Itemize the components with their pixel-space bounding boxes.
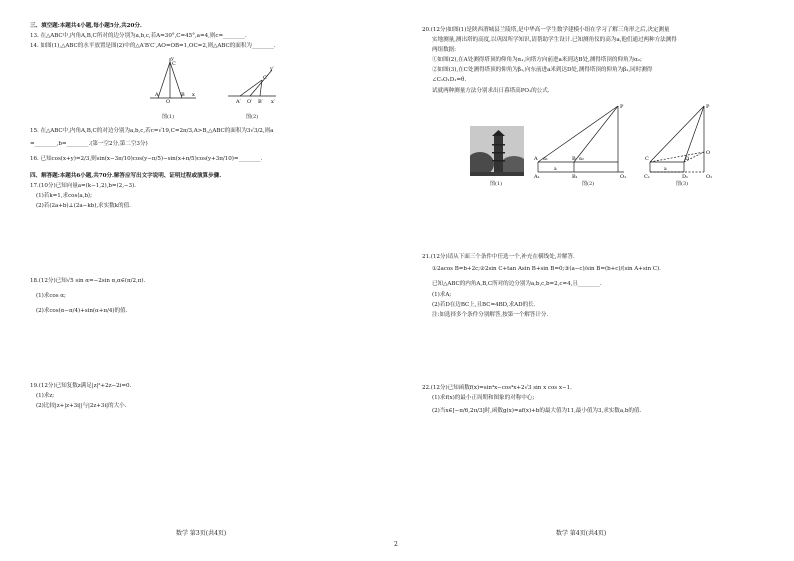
fig2-label-c: C′ xyxy=(263,75,268,81)
page-number: 2 xyxy=(394,541,398,548)
question-20-method2b: ∠C₁O₁D₁=θ. xyxy=(432,77,467,83)
fig1-label-y: y xyxy=(171,56,174,62)
left-footer: 数学 第3页(共4页) xyxy=(176,530,227,537)
fig3r-label-o: O xyxy=(706,150,711,156)
fig2-caption: 图(2) xyxy=(246,114,259,120)
section3-heading: 三、填空题:本题共4小题,每小题5分,共20分. xyxy=(30,23,142,29)
fig3r-label-a: a xyxy=(664,167,667,172)
question-15-line1: 15. 在△ABC中,内角A,B,C的对边分别为a,b,c,若c=√19,C=2π/3,A>B,△ABC的面积为3√3/2,则a xyxy=(30,128,274,134)
pagoda-image xyxy=(470,126,524,176)
fig3r-label-d: D xyxy=(685,156,690,162)
fig2r-label-alpha1: α₁ xyxy=(543,157,548,162)
question-20-method1: ①如图(2),在A处测得塔顶的仰角为α₁,向塔方向前进a米到达B处,测得塔顶的仰角为α₂; xyxy=(432,57,642,63)
fig1-label-c: C xyxy=(172,61,176,67)
question-20-method2a: ②如图(3),在C处测得塔顶的仰角为β₁,向东前进a米到达D处,测得塔顶的仰角为β₂,同时测得 xyxy=(432,67,653,73)
fig2r-label-p: P xyxy=(620,104,624,110)
fig3r-label-c: C xyxy=(645,156,649,162)
question-21-part2: (2)若D在边BC上,且BC=4BD,求AD的长. xyxy=(432,302,536,308)
fig2-label-o: O′ xyxy=(247,99,253,105)
figure-2 xyxy=(226,66,278,106)
fig3r-label-o1: O₁ xyxy=(706,174,713,178)
question-20-line2: 实地测量,测出塔的高度,以巩固所学知识,请帮助学生设计.已知测角仪的高为a,他们通过两种方法测得 xyxy=(432,37,677,43)
question-13: 13. 在△ABC中,内角A,B,C所对的边分别为a,b,c,若A=30°,C=45°,a=4,则c=________. xyxy=(30,33,247,39)
question-17-head: 17.(10分)已知向量a=(k−1,2),b=(2,−3). xyxy=(30,183,136,189)
figure-measure-3 xyxy=(644,102,724,178)
fig2-label-y: y′ xyxy=(270,66,274,72)
question-22-part2: (2)当x∈[−π/6,2π/3]时,函数g(x)=af(x)+b的最大值为11,最小值为3,求实数a,b的值. xyxy=(432,408,642,414)
fig3r-label-p: P xyxy=(706,104,710,110)
fig2r-label-b: B xyxy=(572,156,576,162)
fig3r-label-c1: C₁ xyxy=(644,174,650,178)
fig2r-label-a: A xyxy=(534,156,538,162)
fig2r-label-a: a xyxy=(554,167,557,172)
fig3-2-caption: 图(2) xyxy=(582,181,595,187)
fig2r-label-a1: A₁ xyxy=(534,174,540,178)
question-20-line1: 20.(12分)如图(1)是陕西渭城县兰陵塔,是中华高一学生数学建模小组在学习了解三角形之后,决定测量 xyxy=(422,27,670,33)
question-21-part1: (1)求A; xyxy=(432,292,452,298)
fig2r-label-b1: B₁ xyxy=(572,174,578,178)
question-21-given: 已知△ABC的内角A,B,C所对的边分别为a,b,c,b=2,c=4,且________. xyxy=(432,281,602,287)
question-19-part1: (1)求z; xyxy=(36,393,55,399)
question-22-part1: (1)求f(x)的最小正周期和图象的对称中心; xyxy=(432,395,535,401)
question-22-head: 22.(12分)已知函数f(x)=sin⁴x−cos⁴x+2√3 sin x cos x−1. xyxy=(422,385,572,391)
question-19-part2: (2)比较|z+|z+3i||与|2z+3i|的大小. xyxy=(36,403,127,409)
question-15-line2: =________,b=________.(第一空2分,第二空3分) xyxy=(30,141,148,147)
question-17-part1: (1)若k=1,求cos⟨a,b⟩; xyxy=(36,193,92,199)
question-17-part2: (2)若(2a+b)⊥(2a−kb),求实数k的值. xyxy=(36,203,131,209)
fig2-label-x: x′ xyxy=(271,99,275,105)
fig3-3-caption: 图(3) xyxy=(676,181,689,187)
question-19-head: 19.(12分)已知复数z满足|z|²+2z−2i=0. xyxy=(30,383,132,389)
fig1-label-a: A xyxy=(155,92,159,98)
fig2r-label-o1: O₁ xyxy=(620,174,627,178)
question-16: 16. 已知cos(x+y)=2/3,则sin(x−3π/10)cos(y−π/5)−sin(x+π/5)cos(y+3π/10)=________. xyxy=(30,156,263,162)
question-21-note: 注:如选择多个条件分别解答,按第一个解答计分. xyxy=(432,312,549,318)
fig1-label-b: B xyxy=(181,92,185,98)
fig3r-label-d1: D₁ xyxy=(682,174,689,178)
fig2-label-a: A′ xyxy=(236,99,241,105)
question-20-ask: 试就两种测量方法分别求出日暮塔高PO₁的公式. xyxy=(432,88,550,94)
fig1-label-o: O xyxy=(166,99,171,104)
question-21-head: 21.(12分)请从下面三个条件中任选一个,补充在横线处,并解答. xyxy=(422,254,575,260)
fig2r-label-alpha2: α₂ xyxy=(579,157,584,162)
question-21-conditions: ①2acos B=b+2c;②2sin C+tan Asin B+sin B=0;③(a−c)/sin B=(b+c)/(sin A+sin C). xyxy=(432,266,661,272)
question-18-part1: (1)求cos α; xyxy=(36,293,66,299)
fig1-label-x: x xyxy=(192,92,195,98)
question-14: 14. 如图(1),△ABC的水平放置是图(2)中的△A′B′C′,AO=OB=1,OC=2,则△ABC的面积为________. xyxy=(30,43,276,49)
fig2-label-b: B′ xyxy=(258,99,263,105)
question-18-head: 18.(12分)已知√5 sin α=−2sin α,α∈(π/2,π). xyxy=(30,278,146,284)
question-20-line3: 两组数据: xyxy=(432,47,457,53)
figure-1 xyxy=(148,54,198,104)
question-18-part2: (2)求cos(α−π/4)+sin(α+π/4)的值. xyxy=(36,308,128,314)
right-footer: 数学 第4页(共4页) xyxy=(556,530,607,537)
fig1-caption: 图(1) xyxy=(162,114,175,120)
fig3-1-caption: 图(1) xyxy=(490,181,503,187)
section4-heading: 四、解答题:本题共6小题,共70分.解答应写出文字说明、证明过程或演算步骤. xyxy=(30,173,222,179)
pagoda-photo xyxy=(470,126,524,176)
figure-measure-2 xyxy=(534,100,632,178)
